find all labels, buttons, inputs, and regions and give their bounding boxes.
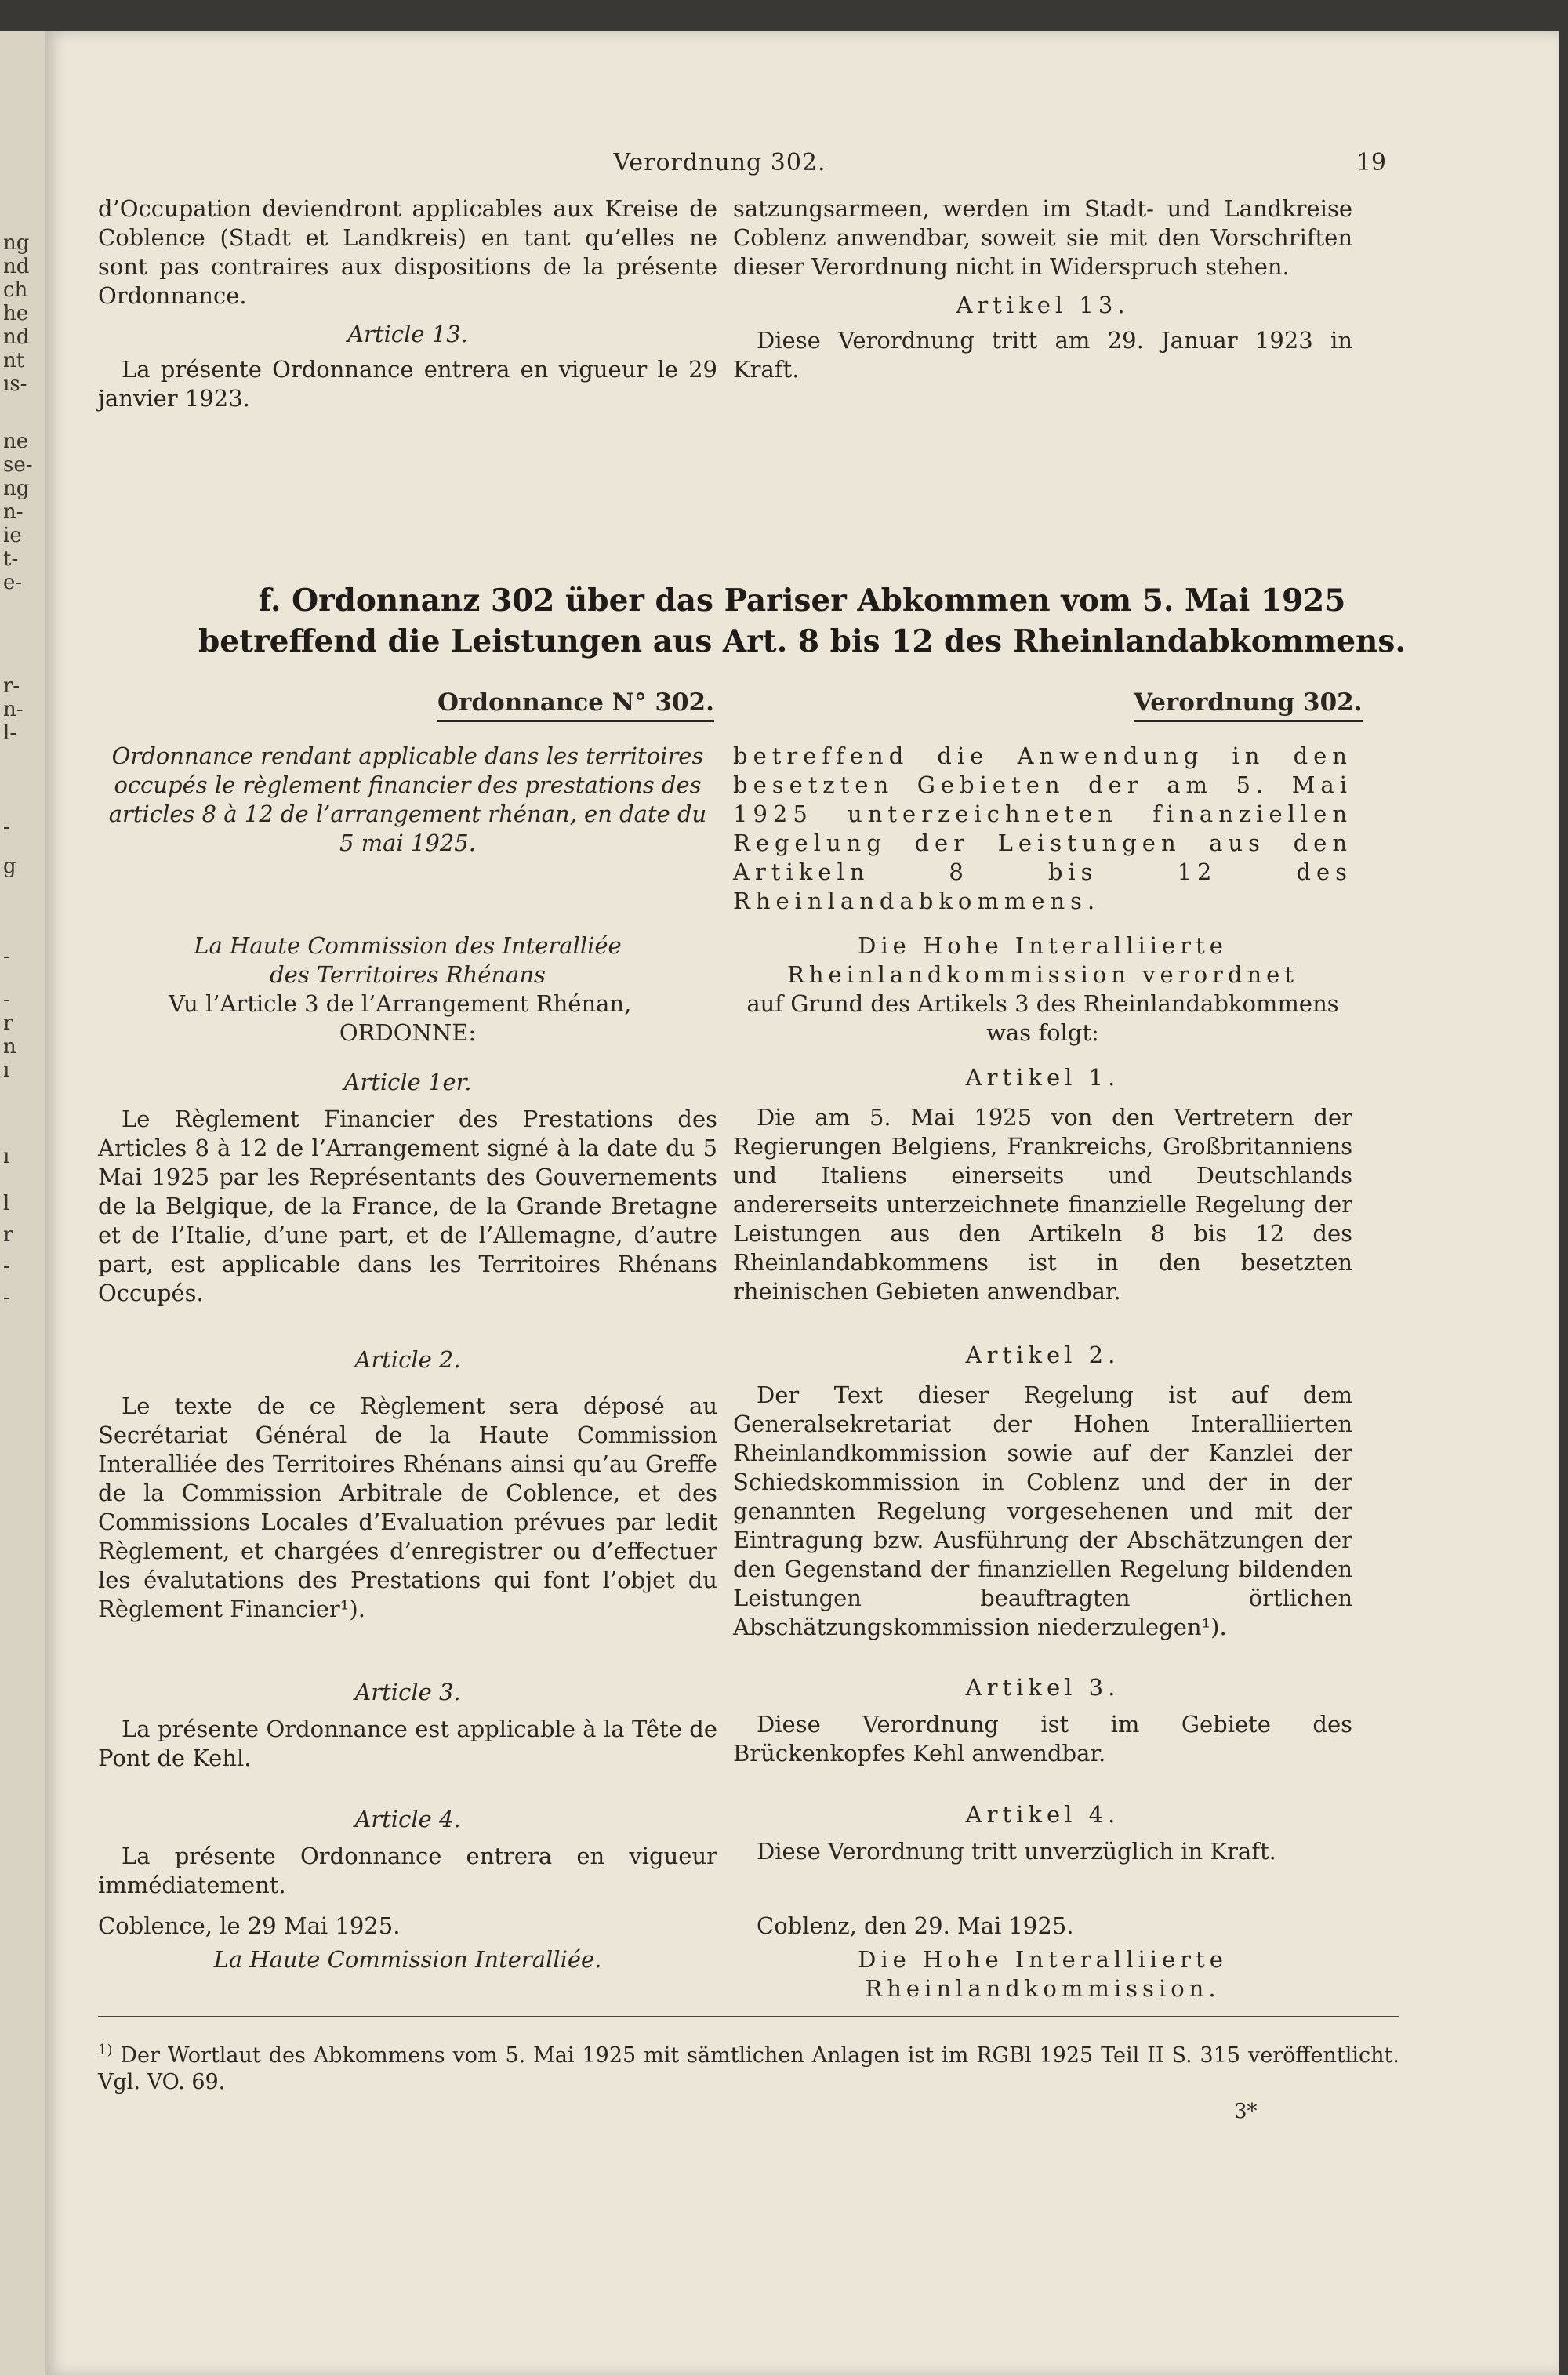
french-article-4-title: Article 4. xyxy=(354,1806,461,1832)
footnote-rule xyxy=(98,2016,1399,2017)
previous-page-fragment: nd xyxy=(3,325,30,349)
previous-page-fragment: ie xyxy=(3,524,22,547)
previous-page-fragment: - xyxy=(3,1255,10,1278)
continuation-paragraph-de: satzungsarmeen, werden im Stadt- und Landkreise Coblenz anwendbar, soweit sie mit den Vorschriften dieser Verordnung nicht in Widerspruch stehen. xyxy=(733,195,1352,280)
german-signature: Die Hohe Interalliierte Rheinlandkommission. xyxy=(858,1946,1228,2002)
previous-page-fragment: nt xyxy=(3,349,25,372)
german-article-4-text: Diese Verordnung tritt unverzüglich in Kraft. xyxy=(757,1838,1276,1865)
previous-page-fragment: he xyxy=(3,302,29,325)
french-heading: Ordonnance N° 302. xyxy=(437,688,714,722)
article-13-text-de: Diese Verordnung tritt am 29. Januar 1923 in Kraft. xyxy=(733,327,1352,383)
previous-page-fragment: l xyxy=(3,1192,10,1215)
previous-page-fragment: n- xyxy=(3,500,24,524)
french-article-1-title: Article 1er. xyxy=(343,1069,472,1095)
previous-page-fragment: l- xyxy=(3,721,17,745)
article-13-title-fr: Article 13. xyxy=(347,321,468,347)
previous-page-fragment: n- xyxy=(3,698,24,721)
german-article-4-title: Artikel 4. xyxy=(965,1801,1120,1828)
previous-page-fragment: - xyxy=(3,988,10,1011)
previous-page-fragment: nd xyxy=(3,255,30,278)
french-place-date: Coblence, le 29 Mai 1925. xyxy=(98,1912,401,1939)
previous-page-fragment: - xyxy=(3,1286,10,1309)
running-title: Verordnung 302. xyxy=(613,149,826,176)
french-authority: La Haute Commission des Interalliée des Territoires Rhénans xyxy=(194,932,622,988)
previous-page-fragment: r xyxy=(3,1223,13,1247)
german-intro: betreffend die Anwendung in den besetzten Gebieten der am 5. Mai 1925 unterzeichneten finanziellen Regelung der Leistungen aus den Artikeln 8 bis 12 des Rheinlandabkommens. xyxy=(733,743,1352,914)
previous-page-fragment: g xyxy=(3,855,16,878)
previous-page-fragment: se- xyxy=(3,453,33,477)
german-article-3-title: Artikel 3. xyxy=(965,1674,1120,1701)
footnote xyxy=(98,2037,1399,2096)
french-article-3-title: Article 3. xyxy=(354,1679,461,1705)
german-was-folgt: was folgt: xyxy=(986,1019,1099,1046)
continuation-paragraph-fr: d’Occupation deviendront applicables aux Kreise de Coblence (Stadt et Landkreis) en tant qu’elles ne sont pas contraires aux dispositions de la présente Ordonnance. xyxy=(98,195,717,309)
top-left-column xyxy=(98,194,717,413)
french-article-2-text: Le texte de ce Règlement sera déposé au Secrétariat Général de la Haute Commission Interalliée des Territoires Rhénans ainsi qu’au Greffe de la Commission Arbitrale de Coblence, et des Commissions Locales d’Evaluation prévues par ledit Règlement, et chargées d’enregistrer ou d’effectuer les évalutations des Prestations qui font l’objet du Règlement Financier¹). xyxy=(98,1393,717,1622)
previous-page-edge xyxy=(0,31,45,2375)
french-article-2-title: Article 2. xyxy=(354,1346,461,1373)
french-intro: Ordonnance rendant applicable dans les territoires occupés le règlement financier des prestations des articles 8 à 12 de l’arrangement rhénan, en date du 5 mai 1925. xyxy=(108,743,707,856)
page-header xyxy=(45,149,1559,180)
previous-page-fragment: e- xyxy=(3,571,23,594)
german-article-1-text: Die am 5. Mai 1925 von den Vertretern der Regierungen Belgiens, Frankreichs, Großbritanniens und Italiens einerseits und Deutschlands andererseits unterzeichnete finanzielle Regelung der Leistungen aus den Artikeln 8 bis 12 des Rheinlandabkommens ist in den besetzten rheinischen Gebieten anwendbar. xyxy=(733,1104,1352,1305)
german-basis: auf Grund des Artikels 3 des Rheinlandabkommens xyxy=(746,990,1339,1017)
french-signature: La Haute Commission Interalliée. xyxy=(213,1946,602,1973)
previous-page-fragment: n xyxy=(3,1035,16,1059)
french-vu: Vu l’Article 3 de l’Arrangement Rhénan, xyxy=(169,990,632,1017)
article-13-text-fr: La présente Ordonnance entrera en vigueur le 29 janvier 1923. xyxy=(98,356,717,412)
previous-page-fragment: - xyxy=(3,815,10,839)
previous-page-fragment: ı xyxy=(3,1059,10,1082)
german-article-2-title: Artikel 2. xyxy=(965,1342,1120,1368)
french-article-3-text: La présente Ordonnance est applicable à la Tête de Pont de Kehl. xyxy=(98,1716,717,1771)
previous-page-fragment: ne xyxy=(3,430,29,453)
german-article-2-text: Der Text dieser Regelung ist auf dem Generalsekretariat der Hohen Interalliierten Rheinlandkommission sowie auf der Kanzlei der Schiedskommission in Coblenz und der in der genannten Regelung vorgesehenen und mit der Eintragung bzw. Ausführung der Abschätzungen der den Gegenstand der finanziellen Regelung bildenden Leistungen beauftragten örtlichen Abschätzungskommission niederzulegen¹). xyxy=(733,1382,1352,1640)
previous-page-fragment: ıs- xyxy=(3,372,27,396)
footnote-text: Der Wortlaut des Abkommens vom 5. Mai 1925 mit sämtlichen Anlagen ist im RGBl 1925 Teil II S. 315 veröffentlicht. Vgl. VO. 69. xyxy=(98,2043,1399,2094)
previous-page-fragment: t- xyxy=(3,547,19,571)
article-13-title-de: Artikel 13. xyxy=(956,292,1130,318)
previous-page-fragment: ch xyxy=(3,278,28,302)
top-right-column xyxy=(733,194,1352,384)
german-place-date: Coblenz, den 29. Mai 1925. xyxy=(757,1912,1074,1939)
german-authority: Die Hohe Interalliierte Rheinlandkommission verordnet xyxy=(787,932,1298,988)
french-ordonne: ORDONNE: xyxy=(339,1019,477,1046)
german-article-1-title: Artikel 1. xyxy=(965,1064,1120,1091)
previous-page-fragment: r- xyxy=(3,674,20,698)
section-title-line-1: f. Ordonnanz 302 über das Pariser Abkommen vom 5. Mai 1925 xyxy=(258,583,1346,619)
document-page xyxy=(45,31,1559,2375)
french-article-4-text: La présente Ordonnance entrera en vigueur immédiatement. xyxy=(98,1843,717,1898)
footnote-marker: 1) xyxy=(98,2042,113,2058)
previous-page-fragment: - xyxy=(3,945,10,968)
section-title-line-2: betreffend die Leistungen aus Art. 8 bis 12 des Rheinlandabkommens. xyxy=(198,623,1406,659)
signature-mark: 3* xyxy=(1234,2100,1258,2123)
previous-page-fragment: ng xyxy=(3,477,30,500)
previous-page-fragment: ı xyxy=(3,1145,10,1168)
german-article-3-text: Diese Verordnung ist im Gebiete des Brückenkopfes Kehl anwendbar. xyxy=(733,1711,1352,1767)
page-number: 19 xyxy=(1356,149,1386,176)
section-title xyxy=(45,580,1559,662)
previous-page-fragment: r xyxy=(3,1011,13,1035)
german-heading: Verordnung 302. xyxy=(1134,688,1363,722)
french-article-1-text: Le Règlement Financier des Prestations des Articles 8 à 12 de l’Arrangement signé à la date du 5 Mai 1925 par les Représentants des Gouvernements de la Belgique, de la France, de la Grande Bretagne et de l’Italie, d’une part, et de l’Allemagne, d’autre part, est applicable dans les Territoires Rhénans Occupés. xyxy=(98,1106,717,1306)
previous-page-fragment: ng xyxy=(3,231,30,255)
